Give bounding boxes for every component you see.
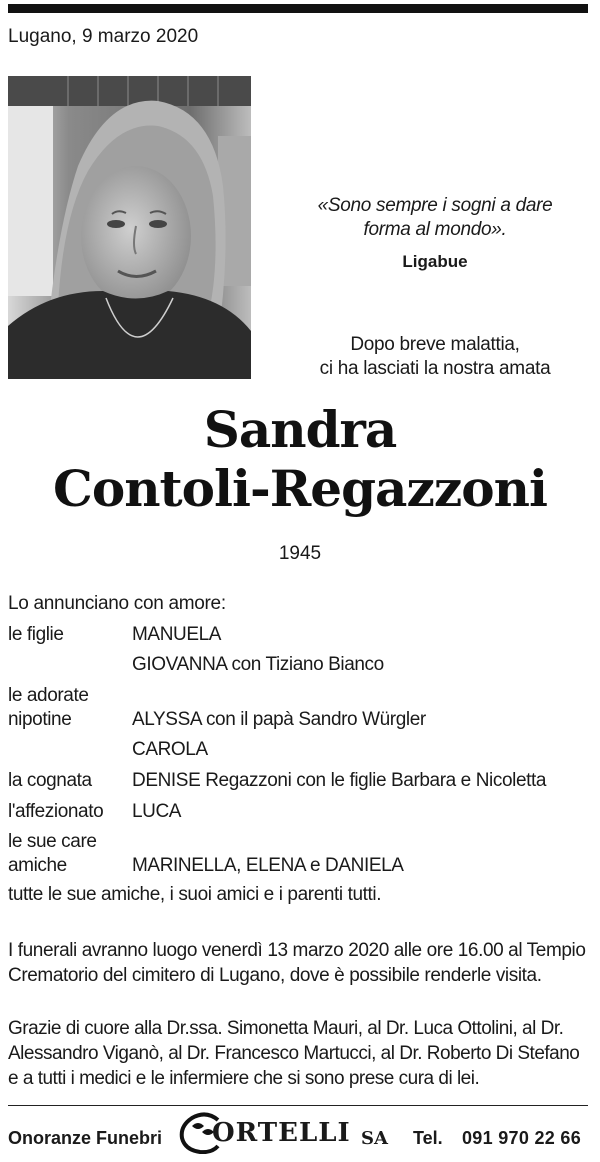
deceased-surname: Contoli-Regazzoni [53,459,547,518]
relative-names: ALYSSA con il papà Sandro Würgler [132,709,426,730]
relative-names: CAROLA [132,739,208,760]
intro-line-1: Dopo breve malattia, [350,334,520,355]
relative-names: GIOVANNA con Tiziano Bianco [132,654,384,675]
phone-number: 091 970 22 66 [462,1128,582,1148]
closing-line: tutte le sue amiche, i suoi amici e i parenti tutti. [8,884,382,905]
funeral-info: I funerali avranno luogo venerdì 13 marzo 2020 alle ore 16.00 al Tempio Crematorio del cimitero di Lugano, dove è possibile renderle visita. [8,940,586,986]
birth-year: 1945 [278,543,322,564]
relative-names: MANUELA [132,624,222,645]
quote-block [290,194,580,272]
relative-names: DENISE Regazzoni con le figlie Barbara e Nicoletta [132,770,547,791]
relative-label: amiche [8,855,67,876]
place-date: Lugano, 9 marzo 2020 [8,26,199,47]
company-name: ORTELLI [212,1118,351,1148]
top-rule [8,4,588,13]
tel-label: Tel. [413,1128,443,1148]
relative-label: l'affezionato [8,801,104,822]
relative-label: le figlie [8,624,64,645]
relative-label: le adorate [8,685,89,706]
relative-label: la cognata [8,770,92,791]
deceased-first-name: Sandra [203,400,397,459]
relative-label: nipotine [8,709,72,730]
relative-label: le sue care [8,831,97,852]
quote-author: Ligabue [402,252,468,271]
company-suffix: SA [361,1128,388,1149]
bottom-rule [8,1105,588,1106]
quote-line-2: forma al mondo». [363,219,507,240]
quote-line-1: «Sono sempre i sogni a dare [317,195,553,216]
intro-text [290,333,580,381]
relative-names: MARINELLA, ELENA e DANIELA [132,855,404,876]
thanks-text: Grazie di cuore alla Dr.ssa. Simonetta Mauri, al Dr. Luca Ottolini, al Dr. Alessandro Viganò, al Dr. Francesco Martucci, al Dr. Roberto Di Stefano e a tutti i medici e le infermiere che si sono prese cura di lei. [8,1018,580,1089]
intro-line-2: ci ha lasciati la nostra amata [319,358,551,379]
relative-names: LUCA [132,801,182,822]
funeral-service-label: Onoranze Funebri [8,1128,163,1148]
announcement-title: Lo annunciano con amore: [8,593,226,614]
portrait-photo [8,76,251,379]
